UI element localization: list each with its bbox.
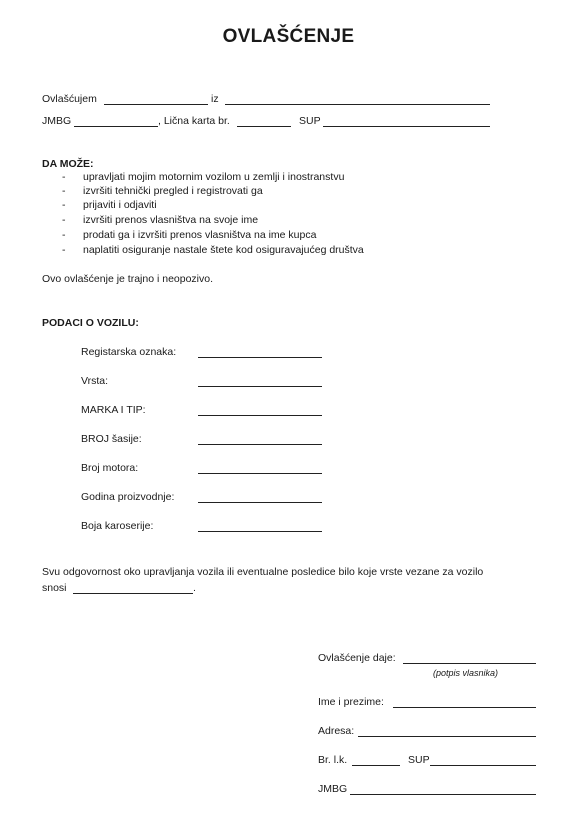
address-field[interactable] — [358, 736, 536, 737]
page-title: OVLAŠĆENJE — [222, 26, 355, 47]
authorizer-name-field[interactable] — [104, 104, 208, 105]
given-by-label: Ovlašćenje daje: — [318, 652, 396, 664]
jmbg-label: JMBG — [42, 115, 72, 127]
from-label: iz — [211, 93, 219, 105]
jmbg-field[interactable] — [74, 126, 158, 127]
full-name-field[interactable] — [393, 707, 536, 708]
permission-text: naplatiti osiguranje nastale štete kod osiguravajućeg društva — [83, 244, 364, 256]
permission-text: izvršiti tehnički pregled i registrovati ga — [83, 185, 263, 197]
color-field[interactable] — [198, 531, 322, 532]
make-model-field[interactable] — [198, 415, 322, 416]
registration-label: Registarska oznaka: — [81, 346, 177, 358]
type-label: Vrsta: — [81, 375, 109, 387]
sup-label: SUP — [299, 115, 321, 127]
responsibility-bearer-label: snosi — [42, 582, 67, 594]
list-dash: - — [62, 199, 66, 211]
full-name-label: Ime i prezime: — [318, 696, 384, 708]
permissions-heading: DA MOŽE: — [42, 158, 94, 170]
permanence-statement: Ovo ovlašćenje je trajno i neopozivo. — [42, 273, 214, 285]
owner-signature-field[interactable] — [403, 663, 536, 664]
color-label: Boja karoserije: — [81, 520, 154, 532]
make-model-label: MARKA I TIP: — [81, 404, 146, 416]
registration-field[interactable] — [198, 357, 322, 358]
owner-signature-caption: (potpis vlasnika) — [433, 668, 499, 678]
permission-text: izvršiti prenos vlasništva na svoje ime — [83, 214, 259, 226]
id-card-number-field[interactable] — [352, 765, 400, 766]
permission-text: upravljati mojim motornim vozilom u zemlji i inostranstvu — [83, 171, 345, 183]
id-card-field[interactable] — [237, 126, 291, 127]
list-dash: - — [62, 214, 66, 226]
list-dash: - — [62, 244, 66, 256]
responsibility-text: Svu odgovornost oko upravljanja vozila ili eventualne posledice bilo koje vrste vezane za vozilo — [42, 566, 484, 578]
issuer-sup-field[interactable] — [430, 765, 536, 766]
responsibility-period: . — [193, 582, 196, 594]
list-dash: - — [62, 229, 66, 241]
signer-jmbg-field[interactable] — [350, 794, 536, 795]
chassis-field[interactable] — [198, 444, 322, 445]
issuer-sup-label: SUP — [408, 754, 430, 766]
engine-field[interactable] — [198, 473, 322, 474]
id-card-label: , Lična karta br. — [158, 115, 230, 127]
vehicle-data-heading: PODACI O VOZILU: — [42, 317, 139, 329]
address-label: Adresa: — [318, 725, 355, 737]
signer-jmbg-label: JMBG — [318, 783, 348, 795]
list-dash: - — [62, 185, 66, 197]
authorizer-place-field[interactable] — [225, 104, 490, 105]
list-dash: - — [62, 171, 66, 183]
permission-text: prodati ga i izvršiti prenos vlasništva na ime kupca — [83, 229, 317, 241]
chassis-label: BROJ šasije: — [81, 433, 142, 445]
responsibility-bearer-field[interactable] — [73, 593, 193, 594]
year-label: Godina proizvodnje: — [81, 491, 175, 503]
permission-text: prijaviti i odjaviti — [83, 199, 157, 211]
engine-label: Broj motora: — [81, 462, 139, 474]
type-field[interactable] — [198, 386, 322, 387]
year-field[interactable] — [198, 502, 322, 503]
authorizer-label: Ovlašćujem — [42, 93, 97, 105]
id-card-number-label: Br. l.k. — [318, 754, 348, 766]
sup-field[interactable] — [323, 126, 490, 127]
